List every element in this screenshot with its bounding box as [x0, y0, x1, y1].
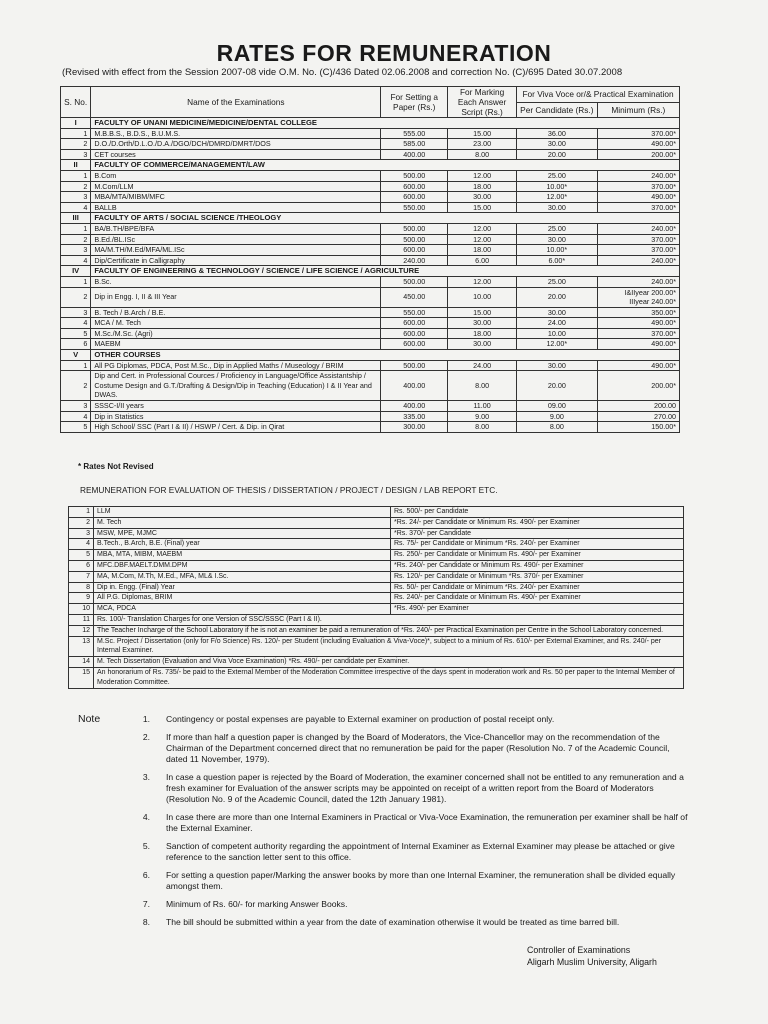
provision-text: An honorarium of Rs. 735/- be paid to the External Member of the Moderation Committee irrespective of the days spent in moderation work and Rs. 50 per paper to the Internal Member of Moderation Committee. — [94, 667, 684, 688]
marking-rate: 9.00 — [448, 411, 517, 422]
marking-rate: 15.00 — [448, 202, 517, 213]
signature-title: Controller of Examinations — [527, 945, 631, 955]
thesis-table-body — [69, 507, 684, 689]
minimum-rate: 370.00* — [597, 181, 679, 192]
table-row — [69, 560, 684, 571]
row-number: 2 — [61, 371, 91, 401]
section-title: FACULTY OF ENGINEERING & TECHNOLOGY / SCIENCE / LIFE SCIENCE / AGRICULTURE — [91, 266, 680, 277]
evaluation-rate: Rs. 250/- per Candidate or Minimum Rs. 490/- per Examiner — [391, 550, 684, 561]
marking-rate: 30.00 — [448, 192, 517, 203]
setting-rate: 400.00 — [381, 149, 448, 160]
table-row — [61, 181, 680, 192]
setting-rate: 240.00 — [381, 255, 448, 266]
exam-name: BALLB — [91, 202, 381, 213]
program-name: MCA, PDCA — [94, 604, 391, 615]
minimum-rate: 270.00 — [597, 411, 679, 422]
row-number: 4 — [61, 202, 91, 213]
table-row — [69, 667, 684, 688]
minimum-rate: 200.00 — [597, 401, 679, 412]
per-candidate-rate: 25.00 — [517, 276, 598, 287]
row-number: 13 — [69, 636, 94, 657]
exam-name: MBA/MTA/MIBM/MFC — [91, 192, 381, 203]
section-title: FACULTY OF ARTS / SOCIAL SCIENCE /THEOLOGY — [91, 213, 680, 224]
note-label: Note — [78, 713, 101, 725]
marking-rate: 15.00 — [448, 128, 517, 139]
note-label — [78, 772, 120, 805]
table-row — [69, 517, 684, 528]
row-number: 4 — [61, 411, 91, 422]
minimum-rate: 370.00* — [597, 234, 679, 245]
header-viva: For Viva Voce or/& Practical Examination — [517, 87, 680, 103]
note-item — [78, 917, 688, 928]
setting-rate: 600.00 — [381, 318, 448, 329]
table-row — [69, 593, 684, 604]
row-number: 9 — [69, 593, 94, 604]
table-row — [69, 614, 684, 625]
table-row — [61, 371, 680, 401]
per-candidate-rate: 30.00 — [517, 139, 598, 150]
program-name: Dip in. Engg. (Final) Year — [94, 582, 391, 593]
exam-name: All PG Diplomas, PDCA, Post M.Sc., Dip in Applied Maths / Museology / BRIM — [91, 360, 381, 371]
evaluation-rate: Rs. 50/- per Candidate or Minimum *Rs. 240/- per Examiner — [391, 582, 684, 593]
row-number: 1 — [61, 170, 91, 181]
row-number: 3 — [61, 401, 91, 412]
exam-name: Dip/Certificate in Calligraphy — [91, 255, 381, 266]
setting-rate: 600.00 — [381, 181, 448, 192]
row-number: 3 — [61, 192, 91, 203]
section-number: III — [61, 213, 91, 224]
per-candidate-rate: 6.00* — [517, 255, 598, 266]
minimum-rate: 490.00* — [597, 360, 679, 371]
row-number: 11 — [69, 614, 94, 625]
exam-name: B.Ed./BL.ISc — [91, 234, 381, 245]
exam-name: CET courses — [91, 149, 381, 160]
note-number: 8. — [142, 917, 150, 927]
setting-rate: 400.00 — [381, 401, 448, 412]
header-minimum: Minimum (Rs.) — [597, 102, 679, 118]
table-row — [61, 202, 680, 213]
setting-rate: 500.00 — [381, 170, 448, 181]
setting-rate: 300.00 — [381, 422, 448, 433]
setting-rate: 550.00 — [381, 307, 448, 318]
note-number: 5. — [142, 841, 150, 851]
marking-rate: 12.00 — [448, 223, 517, 234]
minimum-rate: 240.00* — [597, 223, 679, 234]
notes-list — [78, 714, 688, 928]
note-text: For setting a question paper/Marking the answer books by more than one Internal Examiner, the remuneration shall be divided equally amongst them. — [166, 870, 676, 891]
row-number: 5 — [61, 422, 91, 433]
table-row — [61, 139, 680, 150]
per-candidate-rate: 30.00 — [517, 360, 598, 371]
note-label — [78, 841, 120, 863]
row-number: 2 — [61, 181, 91, 192]
setting-rate: 555.00 — [381, 128, 448, 139]
row-number: 2 — [61, 234, 91, 245]
table-row — [61, 339, 680, 350]
per-candidate-rate: 20.00 — [517, 371, 598, 401]
section-row — [61, 266, 680, 277]
note-number: 4. — [142, 812, 150, 822]
marking-rate: 8.00 — [448, 422, 517, 433]
program-name: M. Tech — [94, 517, 391, 528]
provision-text: The Teacher Incharge of the School Laboratory if he is not an examiner be paid a remuneration of *Rs. 240/- per Practical Examination per Centre in the School Laboratory concerned. — [94, 625, 684, 636]
marking-rate: 8.00 — [448, 149, 517, 160]
exam-name: D.O./D.Orth/D.L.O./D.A./DGO/DCH/DMRD/DMRT/DOS — [91, 139, 381, 150]
setting-rate: 585.00 — [381, 139, 448, 150]
table-row — [61, 245, 680, 256]
marking-rate: 24.00 — [448, 360, 517, 371]
note-item — [78, 732, 688, 765]
marking-rate: 10.00 — [448, 287, 517, 307]
exam-name: MA/M.TH/M.Ed/MFA/ML.ISc — [91, 245, 381, 256]
row-number: 3 — [61, 149, 91, 160]
document-title: RATES FOR REMUNERATION — [216, 40, 552, 66]
program-name: MFC.DBF.MAELT.DMM.DPM — [94, 560, 391, 571]
per-candidate-rate: 24.00 — [517, 318, 598, 329]
exam-name: High School/ SSC (Part I & II) / HSWP / Cert. & Dip. in Qirat — [91, 422, 381, 433]
table-row — [61, 192, 680, 203]
setting-rate: 600.00 — [381, 328, 448, 339]
evaluation-rate: *Rs. 240/- per Candidate or Minimum Rs. 490/- per Examiner — [391, 560, 684, 571]
section-number: II — [61, 160, 91, 171]
note-number: 3. — [142, 772, 150, 782]
note-text: The bill should be submitted within a year from the date of examination otherwise it would be treated as time barred bill. — [166, 917, 620, 927]
note-number: 1. — [142, 714, 150, 724]
section-number: IV — [61, 266, 91, 277]
row-number: 15 — [69, 667, 94, 688]
table-row — [69, 636, 684, 657]
thesis-table — [68, 506, 684, 689]
header-sno: S. No. — [61, 87, 91, 118]
exam-name: BA/B.TH/BPE/BFA — [91, 223, 381, 234]
table-row — [61, 170, 680, 181]
marking-rate: 12.00 — [448, 170, 517, 181]
rates-table — [60, 86, 680, 433]
evaluation-rate: *Rs. 490/- per Examiner — [391, 604, 684, 615]
section-title: OTHER COURSES — [91, 350, 680, 361]
table-row — [61, 360, 680, 371]
minimum-rate: 240.00* — [597, 255, 679, 266]
note-text: Contingency or postal expenses are payable to External examiner on production of postal receipt only. — [166, 714, 555, 724]
section-number: V — [61, 350, 91, 361]
note-number: 2. — [142, 732, 150, 742]
program-name: MA, M.Com, M.Th, M.Ed., MFA, ML& I.Sc. — [94, 571, 391, 582]
signature-org: Aligarh Muslim University, Aligarh — [527, 957, 657, 967]
setting-rate: 600.00 — [381, 192, 448, 203]
signature-block — [527, 944, 657, 968]
exam-name: B.Com — [91, 170, 381, 181]
program-name: MBA, MTA, MIBM, MAEBM — [94, 550, 391, 561]
marking-rate: 18.00 — [448, 181, 517, 192]
per-candidate-rate: 25.00 — [517, 170, 598, 181]
evaluation-rate: Rs. 500/- per Candidate — [391, 507, 684, 518]
row-number: 2 — [69, 517, 94, 528]
setting-rate: 500.00 — [381, 234, 448, 245]
table-row — [69, 582, 684, 593]
table-row — [69, 625, 684, 636]
exam-name: Dip in Statistics — [91, 411, 381, 422]
row-number: 1 — [69, 507, 94, 518]
minimum-rate: 370.00* — [597, 328, 679, 339]
setting-rate: 335.00 — [381, 411, 448, 422]
program-name: LLM — [94, 507, 391, 518]
table-row — [69, 507, 684, 518]
row-number: 10 — [69, 604, 94, 615]
exam-name: M.Sc./M.Sc. (Agri) — [91, 328, 381, 339]
row-number: 3 — [69, 528, 94, 539]
row-number: 1 — [61, 276, 91, 287]
note-item — [78, 812, 688, 834]
row-number: 7 — [69, 571, 94, 582]
row-number: 2 — [61, 287, 91, 307]
table-row — [61, 276, 680, 287]
exam-name: M.Com/LLM — [91, 181, 381, 192]
section-row — [61, 350, 680, 361]
minimum-rate: 240.00* — [597, 276, 679, 287]
minimum-rate: 350.00* — [597, 307, 679, 318]
footnote: * Rates Not Revised — [78, 462, 154, 471]
row-number: 3 — [61, 245, 91, 256]
per-candidate-rate: 30.00 — [517, 234, 598, 245]
section-number: I — [61, 118, 91, 129]
header-per-candidate: Per Candidate (Rs.) — [517, 102, 598, 118]
table-row — [69, 528, 684, 539]
per-candidate-rate: 09.00 — [517, 401, 598, 412]
header-name: Name of the Examinations — [91, 87, 381, 118]
table-row — [61, 401, 680, 412]
row-number: 2 — [61, 139, 91, 150]
marking-rate: 30.00 — [448, 339, 517, 350]
note-text: Minimum of Rs. 60/- for marking Answer Books. — [166, 899, 348, 909]
table-row — [61, 287, 680, 307]
marking-rate: 12.00 — [448, 234, 517, 245]
thesis-section-title: REMUNERATION FOR EVALUATION OF THESIS / DISSERTATION / PROJECT / DESIGN / LAB REPORT ETC. — [80, 485, 498, 495]
minimum-rate: 370.00* — [597, 128, 679, 139]
provision-text: M.Sc. Project / Dissertation (only for F/o Science) Rs. 120/- per Student (including Evaluation & Viva-Voce)*, subject to a minium of Rs. 610/- per External Examiner, and Rs. 240/- per Internal Examiner. — [94, 636, 684, 657]
marking-rate: 11.00 — [448, 401, 517, 412]
note-label — [78, 870, 120, 892]
row-number: 1 — [61, 128, 91, 139]
minimum-rate: 240.00* — [597, 170, 679, 181]
section-row — [61, 213, 680, 224]
program-name: B.Tech., B.Arch, B.E. (Final) year — [94, 539, 391, 550]
marking-rate: 15.00 — [448, 307, 517, 318]
marking-rate: 12.00 — [448, 276, 517, 287]
section-title: FACULTY OF UNANI MEDICINE/MEDICINE/DENTAL COLLEGE — [91, 118, 680, 129]
section-row — [61, 118, 680, 129]
row-number: 8 — [69, 582, 94, 593]
per-candidate-rate: 9.00 — [517, 411, 598, 422]
per-candidate-rate: 30.00 — [517, 307, 598, 318]
setting-rate: 450.00 — [381, 287, 448, 307]
per-candidate-rate: 10.00 — [517, 328, 598, 339]
evaluation-rate: Rs. 240/- per Candidate or Minimum Rs. 490/- per Examiner — [391, 593, 684, 604]
note-text: Sanction of competent authority regarding the appointment of Internal Examiner as External Examiner may please be attached or give reference to the sanction letter sent to this office. — [166, 841, 675, 862]
table-row — [69, 539, 684, 550]
table-row — [69, 571, 684, 582]
provision-text: Rs. 100/- Translation Charges for one Version of SSC/SSSC (Part I & II). — [94, 614, 684, 625]
marking-rate: 18.00 — [448, 245, 517, 256]
per-candidate-rate: 20.00 — [517, 287, 598, 307]
setting-rate: 550.00 — [381, 202, 448, 213]
minimum-rate: 370.00* — [597, 245, 679, 256]
rates-table-body — [61, 118, 680, 433]
per-candidate-rate: 30.00 — [517, 202, 598, 213]
note-text: If more than half a question paper is changed by the Board of Moderators, the Vice-Chancellor may on the recommendation of the Chairman of the Department concerned direct that no remuneration be paid for the paper (Resolution No. 7 of the Academic Council, dated 11 November, 1979). — [166, 732, 670, 764]
row-number: 12 — [69, 625, 94, 636]
note-item — [78, 899, 688, 910]
evaluation-rate: *Rs. 24/- per Candidate or Minimum Rs. 490/- per Examiner — [391, 517, 684, 528]
table-row — [61, 255, 680, 266]
minimum-rate: 200.00* — [597, 371, 679, 401]
row-number: 14 — [69, 657, 94, 668]
evaluation-rate: Rs. 120/- per Candidate or Minimum *Rs. 370/- per Examiner — [391, 571, 684, 582]
notes-section — [78, 714, 688, 935]
setting-rate: 400.00 — [381, 371, 448, 401]
note-label — [78, 812, 120, 834]
minimum-rate: 490.00* — [597, 339, 679, 350]
marking-rate: 30.00 — [448, 318, 517, 329]
row-number: 5 — [61, 328, 91, 339]
row-number: 4 — [61, 318, 91, 329]
row-number: 6 — [69, 560, 94, 571]
document-subtitle: (Revised with effect from the Session 2007-08 vide O.M. No. (C)/436 Dated 02.06.2008 and correction No. (C)/695 Dated 30.07.2008 — [62, 67, 623, 78]
exam-name: M.B.B.S., B.D.S., B.U.M.S. — [91, 128, 381, 139]
table-row — [69, 604, 684, 615]
row-number: 1 — [61, 223, 91, 234]
note-item — [78, 772, 688, 805]
exam-name: MCA / M. Tech — [91, 318, 381, 329]
minimum-rate: 490.00* — [597, 192, 679, 203]
table-row — [69, 657, 684, 668]
table-row — [61, 234, 680, 245]
marking-rate: 18.00 — [448, 328, 517, 339]
per-candidate-rate: 12.00* — [517, 192, 598, 203]
program-name: MSW, MPE, MJMC — [94, 528, 391, 539]
per-candidate-rate: 20.00 — [517, 149, 598, 160]
marking-rate: 6.00 — [448, 255, 517, 266]
evaluation-rate: Rs. 75/- per Candidate or Minimum *Rs. 240/- per Examiner — [391, 539, 684, 550]
table-row — [61, 411, 680, 422]
row-number: 3 — [61, 307, 91, 318]
note-number: 7. — [142, 899, 150, 909]
minimum-rate: 490.00* — [597, 318, 679, 329]
setting-rate: 600.00 — [381, 339, 448, 350]
exam-name: MAEBM — [91, 339, 381, 350]
table-row — [61, 128, 680, 139]
table-row — [61, 307, 680, 318]
setting-rate: 600.00 — [381, 245, 448, 256]
minimum-rate: 150.00* — [597, 422, 679, 433]
note-item — [78, 841, 688, 863]
row-number: 6 — [61, 339, 91, 350]
exam-name: Dip in Engg. I, II & III Year — [91, 287, 381, 307]
provision-text: M. Tech Dissertation (Evaluation and Viva Voce Examination) *Rs. 490/- per candidate per Examiner. — [94, 657, 684, 668]
setting-rate: 500.00 — [381, 276, 448, 287]
table-row — [61, 223, 680, 234]
per-candidate-rate: 12.00* — [517, 339, 598, 350]
per-candidate-rate: 25.00 — [517, 223, 598, 234]
header-setting: For Setting a Paper (Rs.) — [381, 87, 448, 118]
note-text: In case there are more than one Internal Examiners in Practical or Viva-Voce Examination, the remuneration per examiner shall be half of the External Examiner. — [166, 812, 688, 833]
table-row — [61, 422, 680, 433]
note-label — [78, 917, 120, 928]
table-row — [61, 328, 680, 339]
evaluation-rate: *Rs. 370/- per Candidate — [391, 528, 684, 539]
marking-rate: 8.00 — [448, 371, 517, 401]
minimum-rate: 200.00* — [597, 149, 679, 160]
section-title: FACULTY OF COMMERCE/MANAGEMENT/LAW — [91, 160, 680, 171]
row-number: 1 — [61, 360, 91, 371]
exam-name: B.Sc. — [91, 276, 381, 287]
note-item — [78, 714, 688, 725]
header-marking: For Marking Each Answer Script (Rs.) — [448, 87, 517, 118]
minimum-rate: I&IIyear 200.00* IIIyear 240.00* — [597, 287, 679, 307]
per-candidate-rate: 36.00 — [517, 128, 598, 139]
note-text: In case a question paper is rejected by the Board of Moderation, the examiner concerned shall not be entitled to any remuneration and a fresh examiner for Evaluation of the answer scripts may be appointed on receipt of a written report from the Board of Moderators (Resolution No. 9 of the Academic Council, dated the 12th January 1981). — [166, 772, 684, 804]
exam-name: B. Tech / B.Arch / B.E. — [91, 307, 381, 318]
table-row — [61, 149, 680, 160]
program-name: All P.G. Diplomas, BRIM — [94, 593, 391, 604]
per-candidate-rate: 8.00 — [517, 422, 598, 433]
note-number: 6. — [142, 870, 150, 880]
exam-name: Dip and Cert. in Professional Cources / Proficiency in Language/Office Assistantship / Costume Design and G.T./Drafting & Design/Dip in Teaching (Education) I & II Year and DWAS. — [91, 371, 381, 401]
table-row — [69, 550, 684, 561]
exam-name: SSSC-I/II years — [91, 401, 381, 412]
minimum-rate: 370.00* — [597, 202, 679, 213]
per-candidate-rate: 10.00* — [517, 181, 598, 192]
note-label — [78, 732, 120, 765]
section-row — [61, 160, 680, 171]
minimum-rate: 490.00* — [597, 139, 679, 150]
note-label — [78, 899, 120, 910]
marking-rate: 23.00 — [448, 139, 517, 150]
setting-rate: 500.00 — [381, 223, 448, 234]
table-row — [61, 318, 680, 329]
per-candidate-rate: 10.00* — [517, 245, 598, 256]
setting-rate: 500.00 — [381, 360, 448, 371]
note-item — [78, 870, 688, 892]
row-number: 4 — [69, 539, 94, 550]
row-number: 5 — [69, 550, 94, 561]
row-number: 4 — [61, 255, 91, 266]
